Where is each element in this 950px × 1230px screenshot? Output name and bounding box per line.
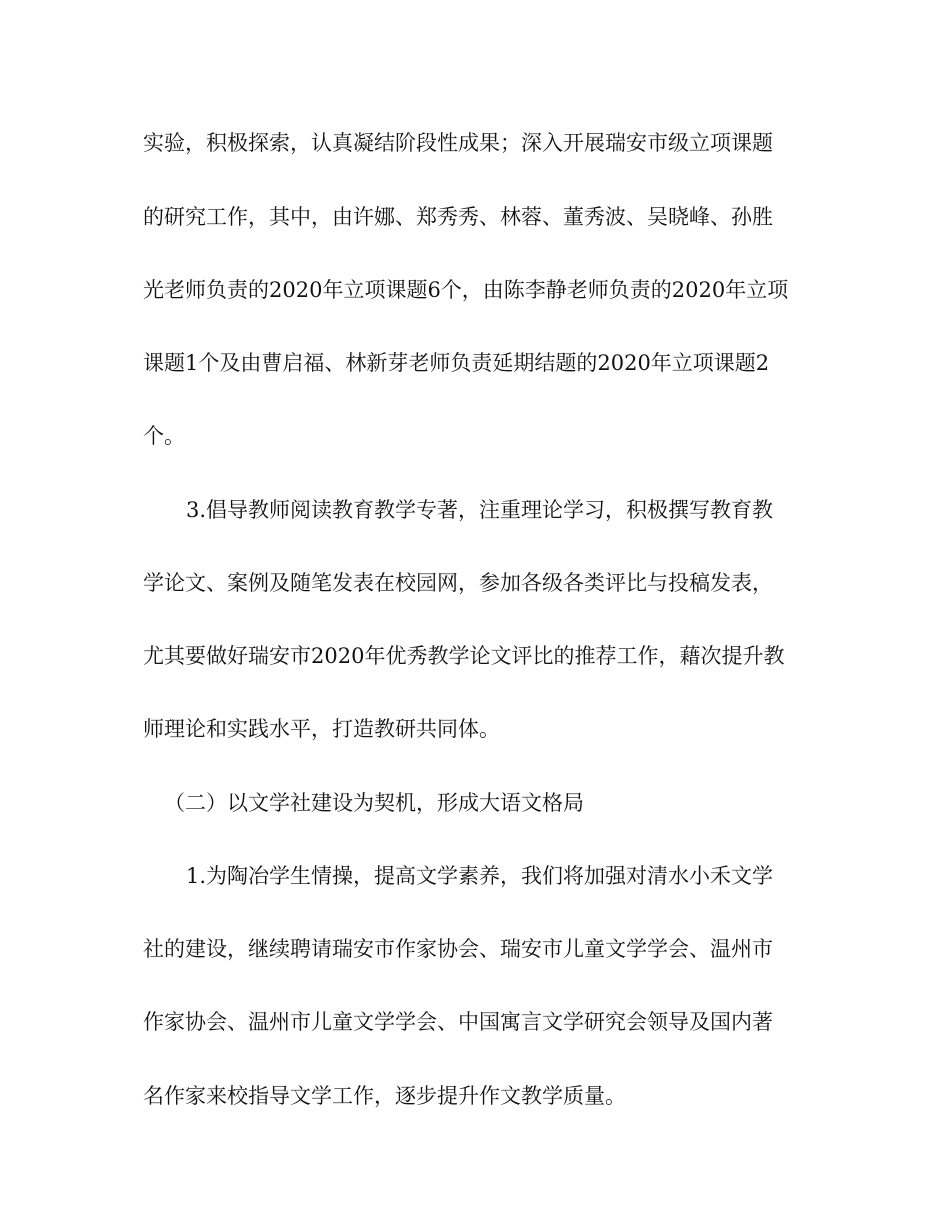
text-line-8: 尤其要做好瑞安市2020年优秀教学论文评比的推荐工作，藉次提升教 (143, 644, 785, 668)
text-line-11: 1.为陶冶学生情操，提高文学素养，我们将加强对清水小禾文学 (186, 864, 774, 888)
text-line-12: 社的建设，继续聘请瑞安市作家协会、瑞安市儿童文学学会、温州市 (143, 937, 773, 961)
text-line-6: 3.倡导教师阅读教育教学专著，注重理论学习，积极撰写教育教 (186, 498, 774, 522)
text-line-13: 作家协会、温州市儿童文学学会、中国寓言文学研究会领导及国内著 (143, 1010, 773, 1034)
text-line-9: 师理论和实践水平，打造教研共同体。 (143, 717, 500, 741)
text-line-4: 课题1个及由曹启福、林新芽老师负责延期结题的2020年立项课题2 (143, 351, 770, 375)
text-line-5: 个。 (143, 424, 185, 448)
text-line-2: 的研究工作，其中，由许娜、郑秀秀、林蓉、董秀波、吴晓峰、孙胜 (143, 205, 773, 229)
text-line-14: 名作家来校指导文学工作，逐步提升作文教学质量。 (143, 1084, 626, 1108)
text-line-1: 实验，积极探索，认真凝结阶段性成果；深入开展瑞安市级立项课题 (143, 131, 773, 155)
text-line-3: 光老师负责的2020年立项课题6个，由陈李静老师负责的2020年立项 (143, 278, 789, 302)
text-line-7: 学论文、案例及随笔发表在校园网，参加各级各类评比与投稿发表， (143, 571, 773, 595)
section-heading: （二）以文学社建设为契机，形成大语文格局 (164, 791, 584, 815)
